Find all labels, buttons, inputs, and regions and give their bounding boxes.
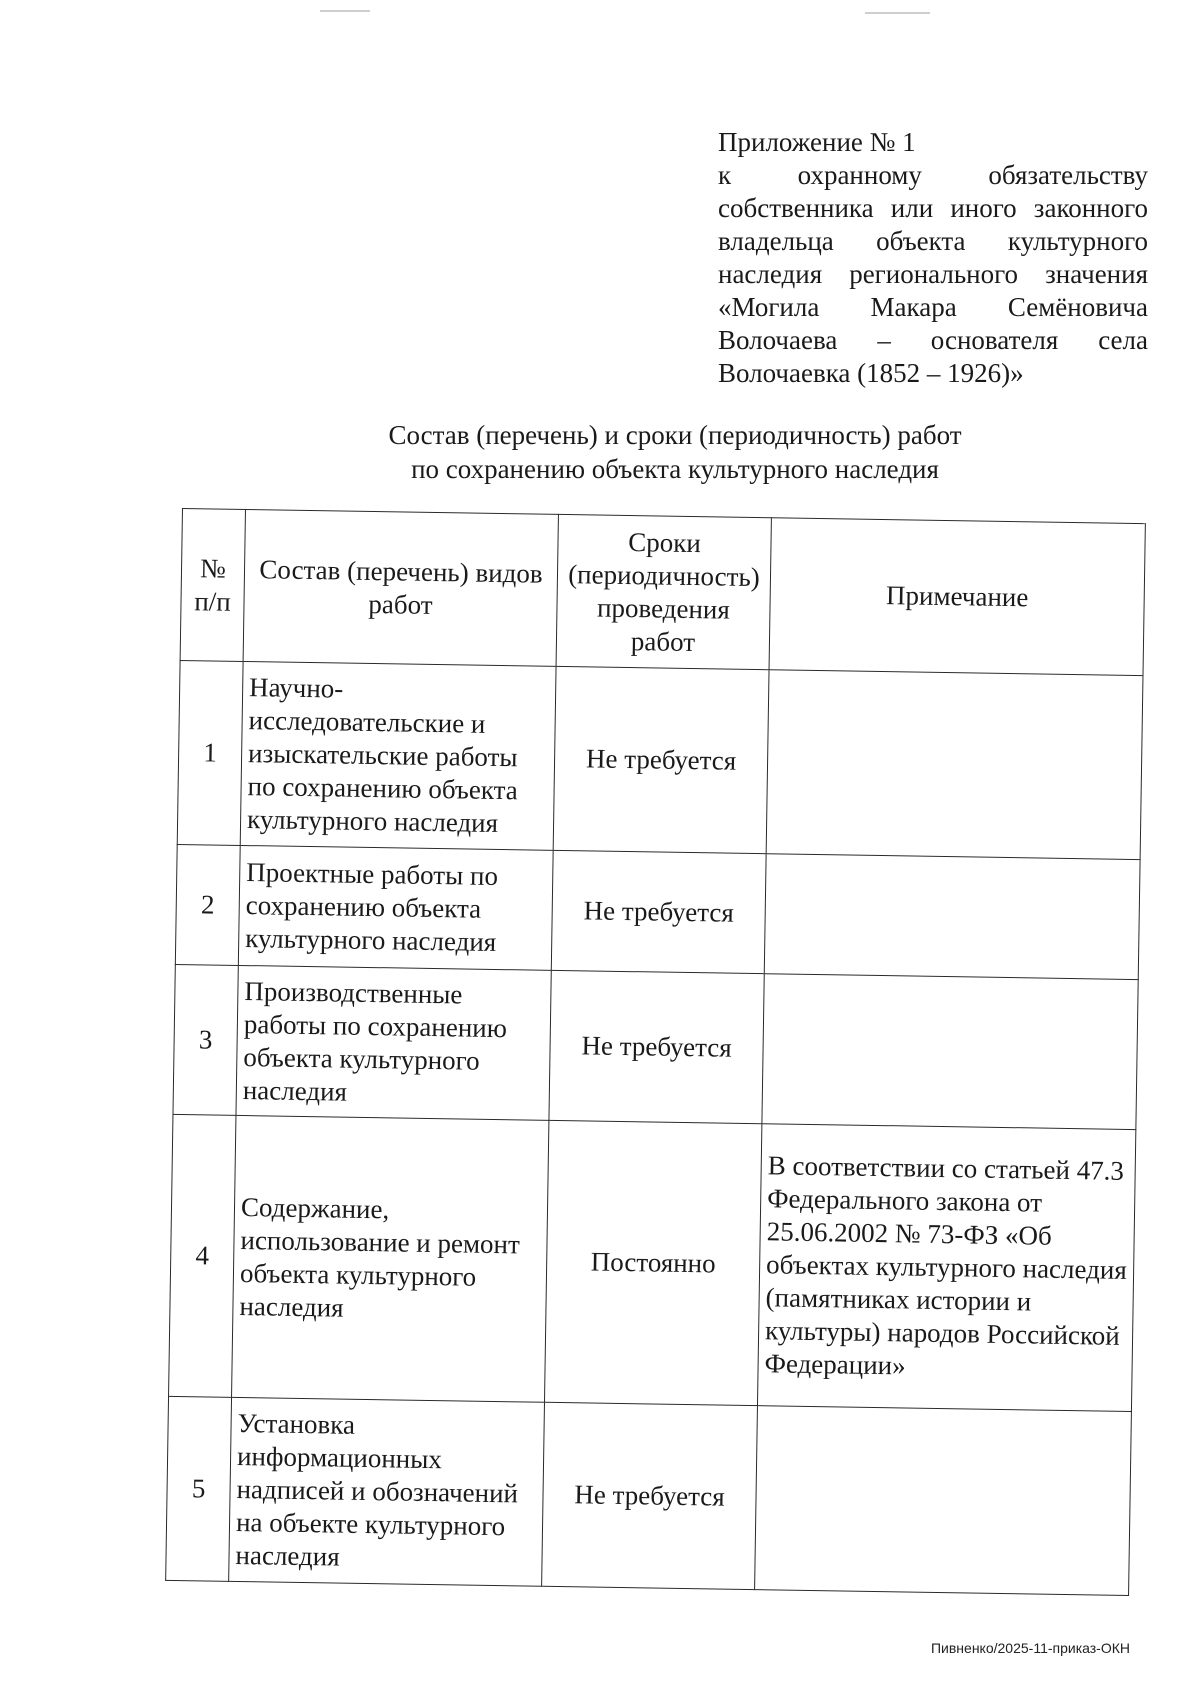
row-num: 1 [177,660,243,845]
row-work: Научно-исследовательские и изыскательские работы по сохранению объекта культурного наследия [240,661,556,850]
table-row [177,660,1143,859]
title-line: по сохранению объекта культурного наследия [411,454,939,484]
row-num: 5 [166,1396,232,1581]
row-note: В соответствии со статьей 47.3 Федерального закона от 25.06.2002 № 73-ФЗ «Об объектах культурного наследия (памятниках истории и культуры) народов Российской Федерации» [757,1124,1135,1412]
row-term: Не требуется [542,1402,758,1589]
table-row [173,964,1138,1129]
document-footer-id: Пивненко/2025-11-приказ-ОКН [930,1640,1130,1656]
row-term: Не требуется [551,850,766,973]
header-work: Состав (перечень) видов работ [243,509,558,666]
document-title [260,418,1090,486]
appendix-line: «Могила Макара Семёновича [718,292,1148,322]
row-note [764,854,1140,980]
row-term: Постоянно [544,1120,761,1405]
appendix-line: собственника или иного законного [718,193,1148,223]
row-num: 2 [175,844,240,965]
row-note [762,974,1138,1130]
table-row [166,1396,1132,1595]
table-header-row [180,509,1145,676]
row-note [766,670,1143,860]
appendix-header [718,126,1148,390]
row-num: 3 [173,964,238,1115]
row-work: Проектные работы по сохранению объекта культурного наследия [238,845,553,970]
row-work: Производственные работы по сохранению объекта культурного наследия [236,965,551,1120]
scan-artifact-right [865,12,930,14]
row-term: Не требуется [553,666,769,853]
row-work: Содержание, использование и ремонт объекта культурного наследия [232,1115,549,1402]
title-line: Состав (перечень) и сроки (периодичность) работ [388,420,962,450]
works-table [165,508,1146,1596]
header-num: № п/п [180,509,245,662]
row-work: Установка информационных надписей и обозначений на объекте культурного наследия [229,1397,545,1586]
table-row [169,1114,1136,1411]
header-note: Примечание [769,518,1145,676]
scan-artifact-left [320,10,370,12]
table-row [175,844,1140,979]
appendix-line: к охранному обязательству [718,160,1148,190]
appendix-line: Волочаевка (1852 – 1926)» [718,358,1024,388]
row-term: Не требуется [549,970,764,1123]
header-term: Сроки (периодичность) проведения работ [556,514,771,669]
appendix-line: Волочаева – основателя села [718,325,1148,355]
appendix-line: наследия регионального значения [718,259,1148,289]
row-num: 4 [169,1114,236,1397]
appendix-line: владельца объекта культурного [718,226,1148,256]
row-note [755,1406,1132,1596]
appendix-number: Приложение № 1 [718,127,916,157]
